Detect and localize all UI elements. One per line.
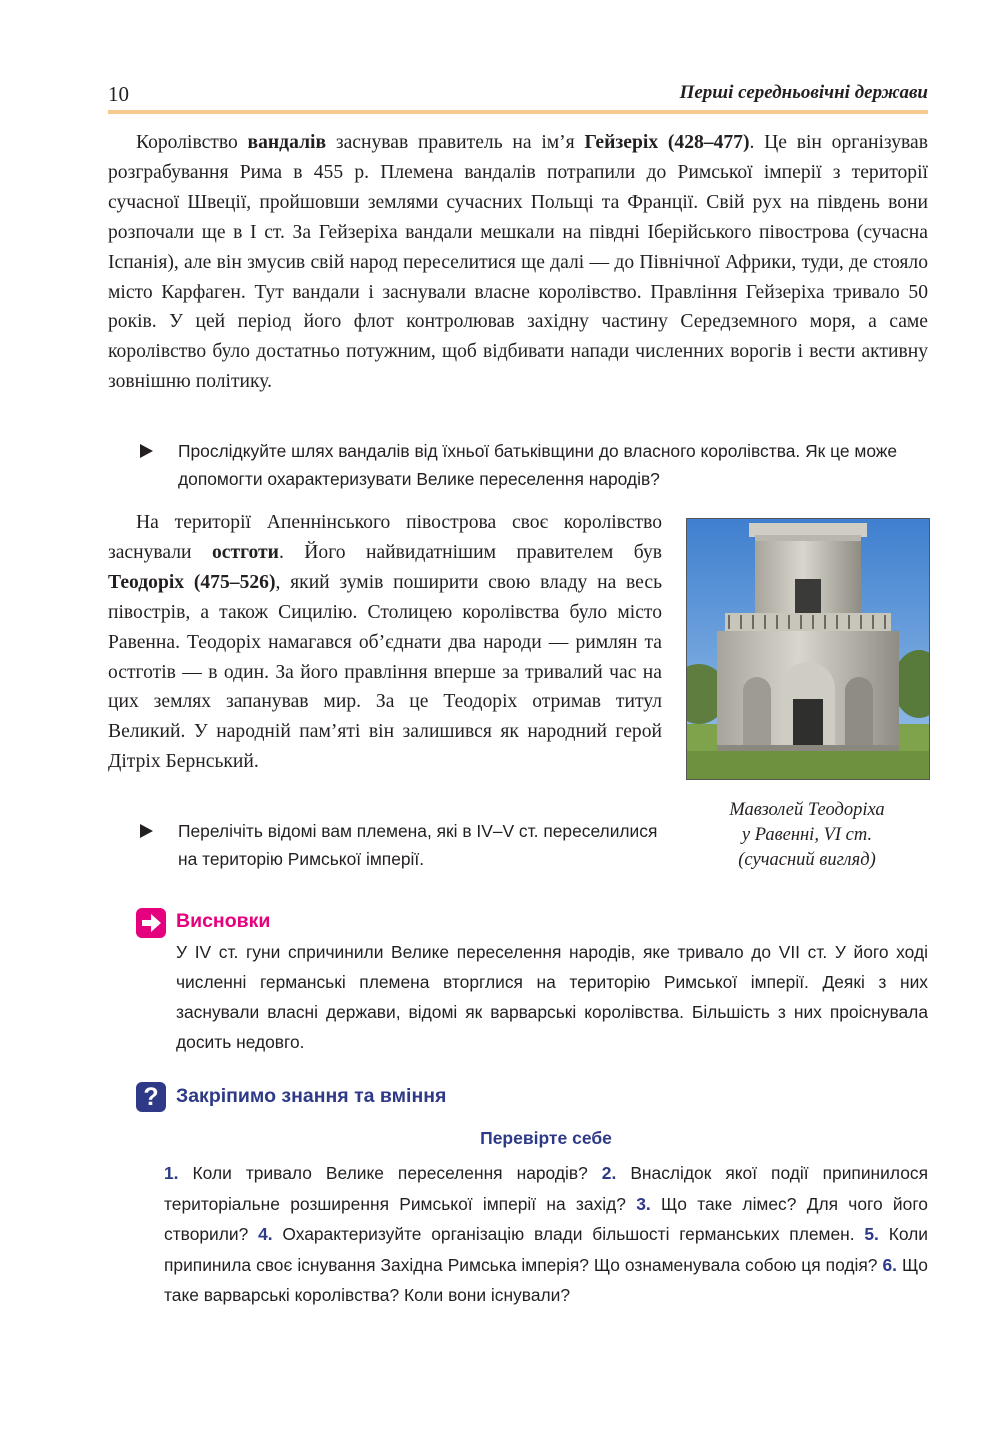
question-number: 4. [258,1224,273,1244]
running-title: Перші середньовічні держави [679,82,928,103]
question-number: 1. [164,1163,179,1183]
paragraph-vandals: Королівство вандалів заснував правитель на ім’я Гейзеріх (428–477). Це він організував розграбування Рима в 455 р. Племена вандалів потрапили до Римської імперії з території сучасної Швеції, пройшовши землями сучасних Польщі та Франції. Свій рух на південь вони розпочали ще в I ст. За Гейзеріха вандали мешкали на півдні Іберійського півострова (сучасна Іспанія), але він змусив свій народ переселитися ще далі — до Північної Африки, туди, де стояло місто Карфаген. Тут вандали і заснували власне королівство. Правління Гейзеріха тривало 50 років. У цей період його флот контролював західну частину Середземного моря, а саме королівство було достатньо потужним, щоб відбивати напади численних ворогів і вести активну зовнішню політику. [108,132,928,393]
conclusions-text: У IV ст. гуни спричинили Велике переселення народів, яке тривало до VII ст. У його ході численні германські племена вторглися на територію Римської імперії. Деякі з них заснували власні держави, відомі як варварські королівства. Більшість з них проіснувала досить недовго. [176,942,928,1052]
question-number: 5. [864,1224,879,1244]
question-text: Внаслідок якої події припинилося територіальне розширення Римської імперії на захід? [164,1163,928,1214]
triangle-bullet-icon [140,444,153,458]
term-theodoric: Теодоріх (475–526) [108,571,276,593]
review-subtitle: Перевірте себе [480,1128,612,1148]
caption-line: Мавзолей Теодоріха [729,800,885,820]
conclusions-title: Висновки [176,910,271,932]
page-header [108,82,928,114]
page-number: 10 [108,82,129,106]
task-vandals [140,437,930,493]
question-number: 6. [882,1254,897,1275]
review-questions [164,1158,928,1311]
question-number: 2. [601,1163,617,1183]
question-text: Охарактеризуйте організацію влади більшості германських племен. [282,1224,855,1244]
mausoleum-illustration [687,519,929,779]
header-rule [108,110,928,114]
task-text: Прослідкуйте шлях вандалів від їхньої батьківщини до власного королівства. Як це може допомогти охарактеризувати Велике переселення народів? [178,441,898,489]
question-text: Що таке варварські королівства? Коли вони існували? [164,1254,928,1305]
question-text: Що таке лімес? Для чого його створили? [164,1193,928,1244]
question-number: 3. [636,1193,651,1214]
term-vandals: вандалів [247,132,327,153]
question-icon: ? [136,1082,166,1112]
review-title: Закріпимо знання та вміння [176,1085,447,1107]
arrow-right-icon [136,908,166,938]
task-tribes [140,817,660,873]
term-geiseric: Гейзеріх (428–477) [584,132,750,153]
photo-caption [686,798,928,873]
question-text: Коли тривало Велике переселення народів? [192,1163,588,1183]
term-ostrogoths: остготи [211,541,279,563]
task-text: Перелічіть відомі вам племена, які в IV–V ст. переселилися на територію Римської імперії. [178,821,658,869]
question-text: Коли припинила своє існування Західна Римська імперія? Що ознаменувала собою ця подія? [164,1224,928,1275]
triangle-bullet-icon [140,824,153,838]
mausoleum-photo [686,518,930,780]
caption-line: у Равенні, VI ст. [741,825,873,845]
caption-line: (сучасний вигляд) [738,850,876,870]
paragraph-ostrogoths: На території Апеннінського півострова своє королівство заснували остготи. Його найвидатнішим правителем був Теодоріх (475–526), який зумів поширити свою владу на весь півострів, а також Сицилію. Столицею королівства було місто Равенна. Теодоріх намагався об’єднати два народи — римлян та остготів — в один. За його правління вперше за тривалий час на цих землях запанував мир. За це Теодоріх отримав титул Великий. У народній пам’яті він залишився як народний герой Дітріх Бернський. [108,512,663,773]
